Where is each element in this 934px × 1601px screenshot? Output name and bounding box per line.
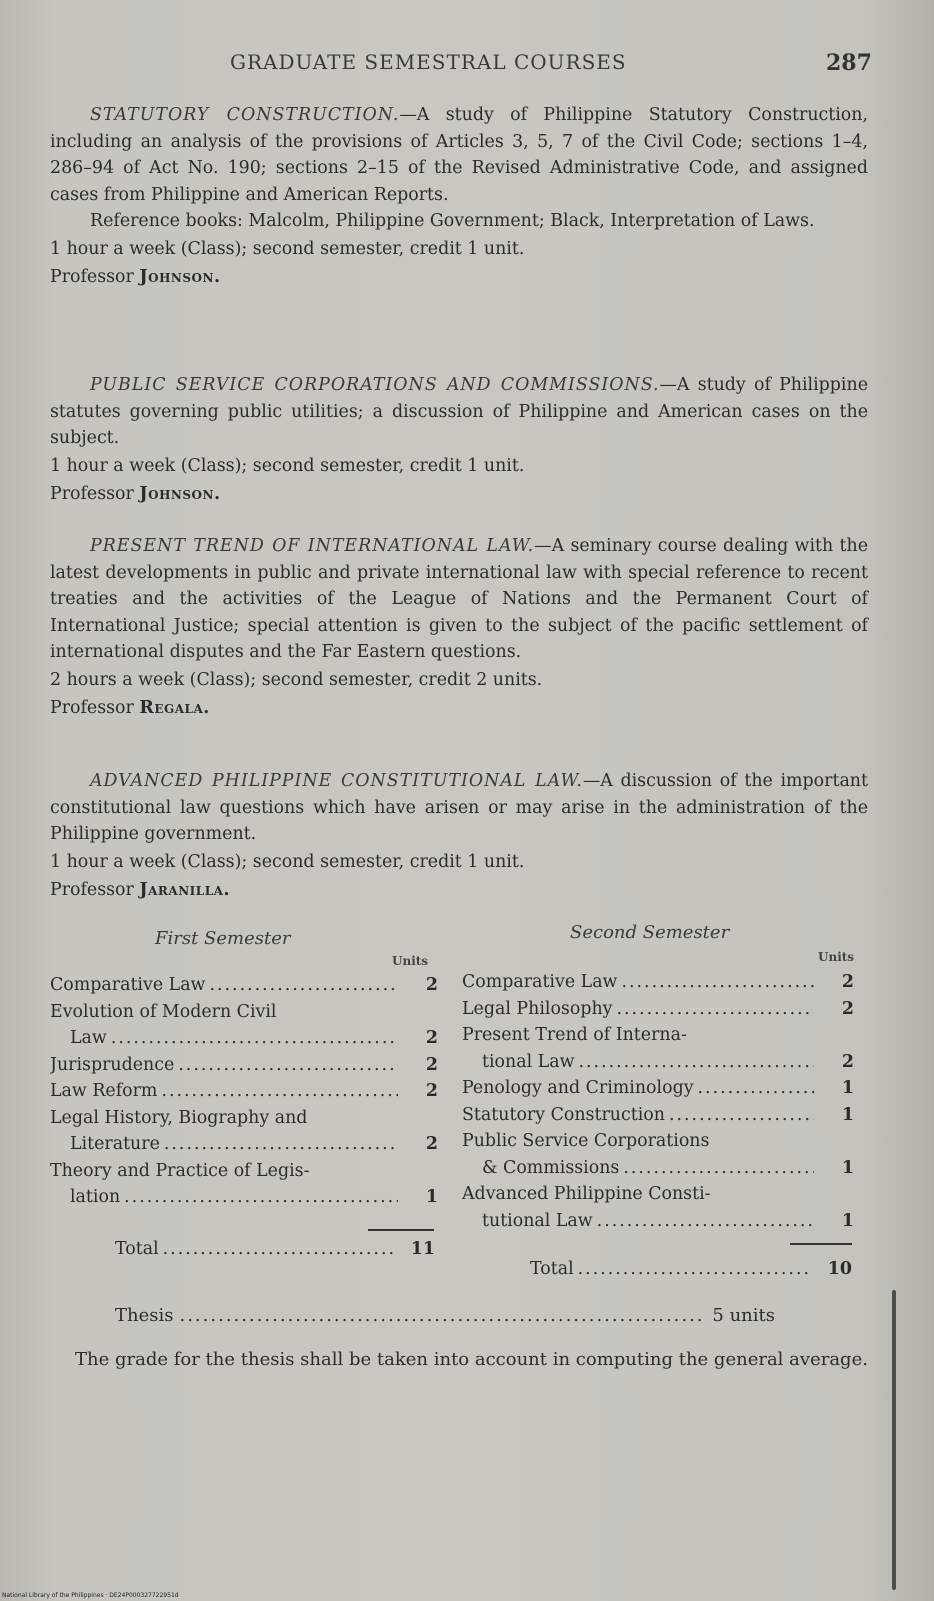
course-schedule: 1 hour a week (Class); second semester, credit 1 unit. xyxy=(50,851,525,872)
course-name-cell xyxy=(50,1052,398,1079)
leader-dots xyxy=(669,1102,814,1129)
course-constitutional-law xyxy=(50,768,868,904)
table-row xyxy=(462,1049,854,1076)
course-units: 1 xyxy=(841,1104,854,1125)
course-name: Legal History, Biography and xyxy=(50,1107,308,1128)
professor-name: Regala. xyxy=(139,697,210,718)
course-professor xyxy=(50,694,868,722)
course-units: 1 xyxy=(841,1210,854,1231)
course-name-cell xyxy=(462,1181,814,1208)
leader-dots xyxy=(578,1049,814,1076)
professor-label: Professor xyxy=(50,879,134,900)
course-name: tutional Law xyxy=(482,1210,593,1231)
course-units xyxy=(398,1105,438,1132)
course-name: Law xyxy=(70,1028,107,1048)
course-units: 2 xyxy=(425,1028,438,1048)
leader-dots xyxy=(161,1078,398,1105)
leader-dots xyxy=(578,1256,812,1283)
course-description xyxy=(50,372,868,452)
course-units xyxy=(398,1158,438,1185)
course-name-cell xyxy=(462,1022,814,1049)
course-schedule: 1 hour a week (Class); second semester, credit 1 unit. xyxy=(50,455,525,476)
total-row xyxy=(115,1236,435,1263)
table-row xyxy=(462,1102,854,1129)
course-description-text: —A study of Philippine statutes governing public utilities; a discussion of Philippine and American cases on the subject. xyxy=(50,375,868,449)
total-label: Total xyxy=(530,1259,574,1279)
first-semester-heading: First Semester xyxy=(155,928,291,949)
table-row xyxy=(462,1208,854,1235)
course-references: Reference books: Malcolm, Philippine Government; Black, Interpretation of Laws. xyxy=(90,211,815,232)
course-professor xyxy=(50,263,868,291)
course-name: Literature xyxy=(70,1134,160,1154)
total-label-cell xyxy=(530,1256,812,1283)
leader-dots xyxy=(621,969,814,996)
total-label-cell xyxy=(115,1236,395,1263)
leader-dots xyxy=(163,1236,395,1263)
second-semester-total-rule xyxy=(790,1243,852,1245)
table-row xyxy=(50,1105,438,1132)
leader-dots xyxy=(124,1184,398,1211)
thesis-line xyxy=(115,1305,775,1326)
professor-name: Jaranilla. xyxy=(139,879,231,900)
table-row xyxy=(50,1025,438,1052)
course-schedule: 1 hour a week (Class); second semester, credit 1 unit. xyxy=(50,238,525,259)
course-name-cell xyxy=(50,1105,398,1132)
course-name-cell xyxy=(462,1128,814,1155)
course-name-cell xyxy=(462,1155,814,1182)
second-semester-total xyxy=(530,1256,852,1283)
course-professor xyxy=(50,876,868,904)
course-title: ADVANCED PHILIPPINE CONSTITUTIONAL LAW. xyxy=(90,771,583,791)
page-edge-shadow xyxy=(892,1290,896,1590)
course-description xyxy=(50,768,868,848)
table-row xyxy=(50,1052,438,1079)
course-name-cell xyxy=(50,1131,398,1158)
course-international-law xyxy=(50,533,868,722)
course-units: 2 xyxy=(425,1134,438,1154)
course-name: Public Service Corporations xyxy=(462,1131,710,1151)
table-row xyxy=(462,996,854,1023)
table-row xyxy=(50,1131,438,1158)
course-units: 2 xyxy=(841,972,854,992)
table-row xyxy=(462,969,854,996)
leader-dots xyxy=(597,1208,814,1235)
course-name-cell xyxy=(50,972,398,999)
second-semester-heading: Second Semester xyxy=(570,922,730,943)
first-semester-table xyxy=(50,972,438,1211)
course-statutory-construction xyxy=(50,102,868,291)
course-name-cell xyxy=(50,1184,398,1211)
table-row xyxy=(50,1158,438,1185)
course-units xyxy=(398,999,438,1026)
leader-dots xyxy=(209,972,398,999)
course-name-cell xyxy=(462,1208,814,1235)
thesis-label: Thesis xyxy=(115,1305,174,1326)
course-professor xyxy=(50,480,868,508)
course-name-cell xyxy=(50,999,398,1026)
page-header xyxy=(0,50,934,80)
course-description xyxy=(50,102,868,208)
running-title: GRADUATE SEMESTRAL COURSES xyxy=(230,50,627,74)
course-public-service xyxy=(50,372,868,508)
leader-dots xyxy=(179,1305,706,1326)
professor-name: Johnson. xyxy=(139,483,221,504)
table-row xyxy=(50,1184,438,1211)
course-units: 1 xyxy=(841,1078,854,1098)
course-name-cell xyxy=(50,1025,398,1052)
table-row xyxy=(50,1078,438,1105)
thesis-note: The grade for the thesis shall be taken into account in computing the general average. xyxy=(75,1349,868,1370)
total-label: Total xyxy=(115,1239,159,1259)
course-units: 1 xyxy=(841,1157,854,1178)
course-name-cell xyxy=(462,1049,814,1076)
course-name: Law Reform xyxy=(50,1081,158,1101)
professor-name: Johnson. xyxy=(139,266,221,287)
course-name: Statutory Construction xyxy=(462,1104,665,1125)
course-description-text: —A study of Philippine Statutory Construction, including an analysis of the provisions of Articles 3, 5, 7 of the Civil Code; sections 1–4, 286–94 of Act No. 190; sections 2–15 of the Revised Administrative Code, and assigned cases from Philippine and American Reports. xyxy=(50,105,869,205)
professor-label: Professor xyxy=(50,697,134,718)
leader-dots xyxy=(164,1131,398,1158)
course-name: Comparative Law xyxy=(50,975,206,995)
course-name-cell xyxy=(50,1158,398,1185)
course-name-cell xyxy=(50,1078,398,1105)
course-name-cell xyxy=(462,1102,814,1129)
second-semester-table xyxy=(462,969,854,1234)
course-name: Present Trend of Interna- xyxy=(462,1025,687,1045)
first-semester-units-label: Units xyxy=(392,954,429,968)
course-name: & Commissions xyxy=(482,1157,620,1178)
course-description xyxy=(50,533,868,666)
course-units: 2 xyxy=(425,1081,438,1101)
table-row xyxy=(462,1022,854,1049)
course-units: 2 xyxy=(841,1051,854,1072)
course-units xyxy=(814,1128,854,1155)
course-title: PRESENT TREND OF INTERNATIONAL LAW. xyxy=(90,536,535,556)
leader-dots xyxy=(178,1052,398,1079)
professor-label: Professor xyxy=(50,266,134,287)
professor-label: Professor xyxy=(50,483,134,504)
course-name: Evolution of Modern Civil xyxy=(50,1001,277,1022)
table-row xyxy=(462,1155,854,1182)
course-name-cell xyxy=(462,969,814,996)
course-name: tional Law xyxy=(482,1051,575,1072)
leader-dots xyxy=(111,1025,398,1052)
course-name: Advanced Philippine Consti- xyxy=(462,1184,711,1204)
course-name: Penology and Criminology xyxy=(462,1078,694,1098)
total-value: 10 xyxy=(827,1259,852,1279)
thesis-value: 5 units xyxy=(712,1305,775,1326)
course-name: Comparative Law xyxy=(462,972,618,992)
course-name: lation xyxy=(70,1187,121,1207)
course-units xyxy=(814,1181,854,1208)
first-semester-total-rule xyxy=(368,1229,434,1231)
course-name-cell xyxy=(462,1075,814,1102)
table-row xyxy=(462,1181,854,1208)
leader-dots xyxy=(698,1075,814,1102)
first-semester-total xyxy=(115,1236,435,1263)
page-number: 287 xyxy=(826,50,872,76)
total-value: 11 xyxy=(410,1239,435,1259)
course-units: 2 xyxy=(841,998,854,1019)
course-units: 2 xyxy=(425,1054,438,1075)
course-name-cell xyxy=(462,996,814,1023)
table-row xyxy=(462,1128,854,1155)
course-units: 2 xyxy=(425,975,438,995)
course-title: PUBLIC SERVICE CORPORATIONS AND COMMISSIONS. xyxy=(90,375,660,395)
course-description-text: —A seminary course dealing with the latest developments in public and private international law with special reference to recent treaties and the activities of the League of Nations and the Permanent Court of International Justice; special attention is given to the subject of the pacific settlement of international disputes and the Far Eastern questions. xyxy=(50,536,868,663)
course-name: Legal Philosophy xyxy=(462,998,613,1019)
course-description-text: —A discussion of the important constitutional law questions which have arisen or may arise in the administration of the Philippine government. xyxy=(50,771,868,845)
scan-footer: National Library of the Philippines · DE24P000327722951d xyxy=(2,1592,179,1599)
leader-dots xyxy=(616,996,814,1023)
course-name: Theory and Practice of Legis- xyxy=(50,1160,310,1181)
course-schedule: 2 hours a week (Class); second semester, credit 2 units. xyxy=(50,669,543,690)
table-row xyxy=(50,972,438,999)
second-semester-units-label: Units xyxy=(818,950,855,964)
total-row xyxy=(530,1256,852,1283)
course-units xyxy=(814,1022,854,1049)
table-row xyxy=(462,1075,854,1102)
course-name: Jurisprudence xyxy=(50,1054,175,1075)
table-row xyxy=(50,999,438,1026)
course-units: 1 xyxy=(425,1187,438,1207)
leader-dots xyxy=(623,1155,814,1182)
course-title: STATUTORY CONSTRUCTION. xyxy=(90,105,400,125)
